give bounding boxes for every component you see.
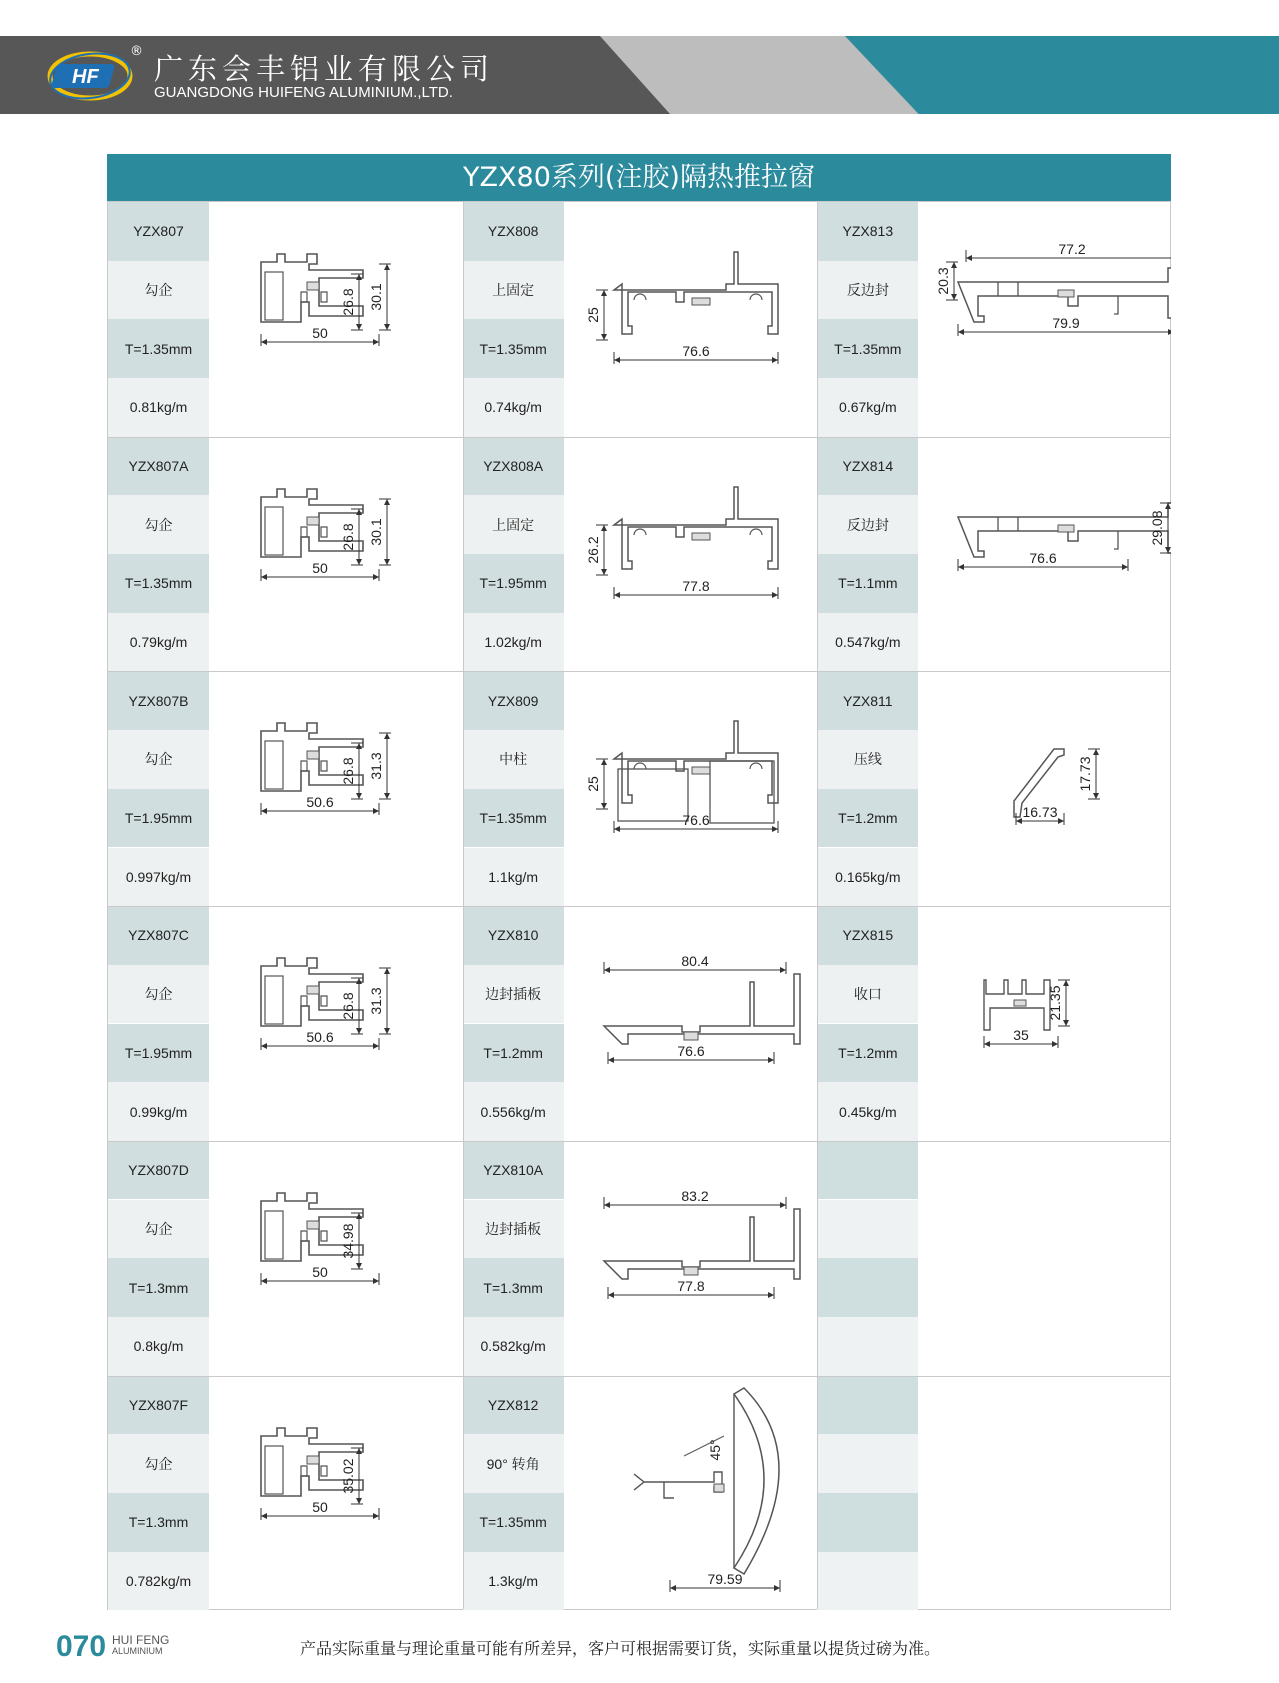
profile-drawing — [918, 671, 1171, 905]
profile-code: YZX813 — [817, 202, 918, 261]
profile-code: YZX807C — [108, 906, 209, 965]
profile-weight: 1.1kg/m — [463, 848, 564, 907]
profile-code: YZX807F — [108, 1376, 209, 1435]
row-divider — [108, 1141, 1170, 1142]
header-teal-band — [845, 36, 1279, 114]
profile-code: YZX807B — [108, 671, 209, 730]
profile-name: 勾企 — [108, 1200, 209, 1259]
dimension-label: 30.1 — [368, 283, 384, 311]
profile-thickness — [817, 1493, 918, 1552]
dimension-label: 21.35 — [1047, 985, 1064, 1021]
dimension-label: 16.73 — [1022, 804, 1058, 821]
profile-name: 上固定 — [463, 261, 564, 320]
dimension-label: 50.6 — [306, 794, 334, 811]
dimension-label: 50 — [312, 559, 328, 576]
dimension-label: 26.8 — [340, 992, 356, 1020]
dimension-label: 26.8 — [340, 523, 356, 551]
footer-note: 产品实际重量与理论重量可能有所差异，客户可根据需要订货，实际重量以提货过磅为准。 — [300, 1639, 941, 1658]
profile-code: YZX815 — [817, 906, 918, 965]
profile-thickness: T=1.35mm — [463, 319, 564, 378]
profile-weight: 0.8kg/m — [108, 1317, 209, 1376]
profile-drawing — [564, 202, 817, 436]
profile-drawing — [918, 202, 1171, 436]
profile-thickness: T=1.3mm — [463, 1258, 564, 1317]
row-divider — [108, 437, 1170, 438]
dimension-label: 77.8 — [677, 1277, 705, 1294]
profile-thickness — [817, 1258, 918, 1317]
profile-drawing — [918, 437, 1171, 671]
profile-drawing — [918, 906, 1171, 1140]
profile-thickness: T=1.35mm — [463, 789, 564, 848]
dimension-label: 76.6 — [677, 1043, 705, 1060]
dimension-label: 80.4 — [681, 953, 709, 970]
profile-name: 压线 — [817, 730, 918, 789]
profile-thickness: T=1.2mm — [817, 1024, 918, 1083]
dimension-label: 76.6 — [1029, 549, 1057, 566]
profile-weight: 0.997kg/m — [108, 848, 209, 907]
profile-name: 勾企 — [108, 730, 209, 789]
dimension-label: 31.3 — [368, 987, 384, 1015]
profile-drawing — [209, 1141, 462, 1375]
dimension-label: 50.6 — [306, 1029, 334, 1046]
registered-mark: ® — [130, 44, 143, 59]
profile-thickness: T=1.95mm — [463, 554, 564, 613]
profile-weight: 0.74kg/m — [463, 378, 564, 437]
profile-weight: 0.547kg/m — [817, 613, 918, 672]
dimension-label: 25 — [584, 776, 601, 793]
profile-name: 上固定 — [463, 495, 564, 554]
row-divider — [108, 1376, 1170, 1377]
profile-drawing — [564, 671, 817, 905]
profile-drawing — [209, 906, 462, 1140]
footer-brand-sub: ALUMINIUM — [112, 1646, 163, 1656]
profile-name: 收口 — [817, 965, 918, 1024]
dimension-label: 20.3 — [935, 267, 952, 295]
profile-thickness: T=1.2mm — [817, 789, 918, 848]
profile-weight: 0.79kg/m — [108, 613, 209, 672]
dimension-label: 25 — [584, 307, 601, 323]
profile-code: YZX807 — [108, 202, 209, 261]
profile-name: 边封插板 — [463, 965, 564, 1024]
profile-name: 90° 转角 — [463, 1434, 564, 1493]
dimension-label: 45° — [706, 1438, 723, 1461]
page-header — [0, 36, 1279, 114]
dimension-label: 50 — [312, 1263, 328, 1280]
company-name-cn: 广东会丰铝业有限公司 — [154, 52, 495, 86]
profile-weight: 0.165kg/m — [817, 848, 918, 907]
profile-drawing — [564, 1376, 817, 1610]
profile-drawing — [209, 671, 462, 905]
row-divider — [108, 906, 1170, 907]
profile-drawing — [209, 437, 462, 671]
dimension-label: 50 — [312, 325, 328, 341]
profile-code — [817, 1376, 918, 1435]
profile-drawing — [209, 202, 462, 436]
dimension-label: 50 — [312, 1498, 328, 1515]
profile-thickness: T=1.2mm — [463, 1024, 564, 1083]
profile-name: 边封插板 — [463, 1200, 564, 1259]
dimension-label: 76.6 — [682, 812, 710, 829]
profile-name: 勾企 — [108, 965, 209, 1024]
profile-thickness: T=1.95mm — [108, 1024, 209, 1083]
row-divider — [108, 671, 1170, 672]
dimension-label: 79.9 — [1052, 315, 1080, 331]
profile-weight: 1.02kg/m — [463, 613, 564, 672]
dimension-label: 26.8 — [340, 288, 356, 316]
profile-drawing — [564, 906, 817, 1140]
profile-code: YZX810A — [463, 1141, 564, 1200]
profile-thickness: T=1.35mm — [817, 319, 918, 378]
dimension-label: 79.59 — [707, 1570, 743, 1587]
profile-weight: 0.81kg/m — [108, 378, 209, 437]
profile-weight: 1.3kg/m — [463, 1552, 564, 1611]
dimension-label: 17.73 — [1077, 756, 1094, 792]
dimension-label: 77.8 — [682, 577, 710, 594]
profile-code: YZX808 — [463, 202, 564, 261]
profile-code: YZX814 — [817, 437, 918, 496]
company-logo — [46, 46, 138, 104]
profile-weight — [817, 1552, 918, 1611]
dimension-label: 29.08 — [1149, 510, 1166, 546]
company-name-en: GUANGDONG HUIFENG ALUMINIUM.,LTD. — [154, 84, 453, 101]
profile-name: 中柱 — [463, 730, 564, 789]
dimension-label: 30.1 — [368, 518, 384, 546]
dimension-label: 77.2 — [1058, 241, 1086, 257]
profile-name: 反边封 — [817, 261, 918, 320]
profile-thickness: T=1.3mm — [108, 1493, 209, 1552]
profile-drawing — [209, 1376, 462, 1610]
profile-name — [817, 1200, 918, 1259]
profile-name: 勾企 — [108, 261, 209, 320]
profile-thickness: T=1.35mm — [463, 1493, 564, 1552]
profile-drawing — [564, 437, 817, 671]
footer-brand: HUI FENG — [112, 1633, 170, 1647]
profile-weight: 0.45kg/m — [817, 1082, 918, 1141]
logo-text: HF — [72, 66, 99, 88]
profile-weight: 0.782kg/m — [108, 1552, 209, 1611]
profile-weight: 0.99kg/m — [108, 1082, 209, 1141]
dimension-label: 26.8 — [340, 757, 356, 786]
profile-thickness: T=1.35mm — [108, 554, 209, 613]
profile-name — [817, 1434, 918, 1493]
profile-code: YZX811 — [817, 671, 918, 730]
dimension-label: 76.6 — [682, 343, 710, 359]
profile-code: YZX807A — [108, 437, 209, 496]
profile-name: 勾企 — [108, 1434, 209, 1493]
profile-name: 勾企 — [108, 495, 209, 554]
dimension-label: 31.3 — [368, 752, 384, 781]
profile-code: YZX807D — [108, 1141, 209, 1200]
profile-drawing — [564, 1141, 817, 1375]
profile-thickness: T=1.35mm — [108, 319, 209, 378]
profile-thickness: T=1.1mm — [817, 554, 918, 613]
profile-code: YZX808A — [463, 437, 564, 496]
profile-weight: 0.582kg/m — [463, 1317, 564, 1376]
profile-weight: 0.556kg/m — [463, 1082, 564, 1141]
dimension-label: 26.2 — [584, 536, 601, 564]
profile-weight: 0.67kg/m — [817, 378, 918, 437]
profile-thickness: T=1.3mm — [108, 1258, 209, 1317]
dimension-label: 35.02 — [340, 1457, 356, 1494]
page-number: 070 — [56, 1630, 107, 1663]
dimension-label: 83.2 — [681, 1187, 709, 1204]
series-title: YZX80系列(注胶)隔热推拉窗 — [107, 154, 1171, 201]
profile-code — [817, 1141, 918, 1200]
profile-table — [107, 201, 1171, 1610]
profile-thickness: T=1.95mm — [108, 789, 209, 848]
profile-code: YZX812 — [463, 1376, 564, 1435]
profile-code: YZX810 — [463, 906, 564, 965]
profile-code: YZX809 — [463, 671, 564, 730]
profile-weight — [817, 1317, 918, 1376]
dimension-label: 34.98 — [340, 1223, 356, 1259]
profile-name: 反边封 — [817, 495, 918, 554]
dimension-label: 35 — [1013, 1027, 1030, 1044]
